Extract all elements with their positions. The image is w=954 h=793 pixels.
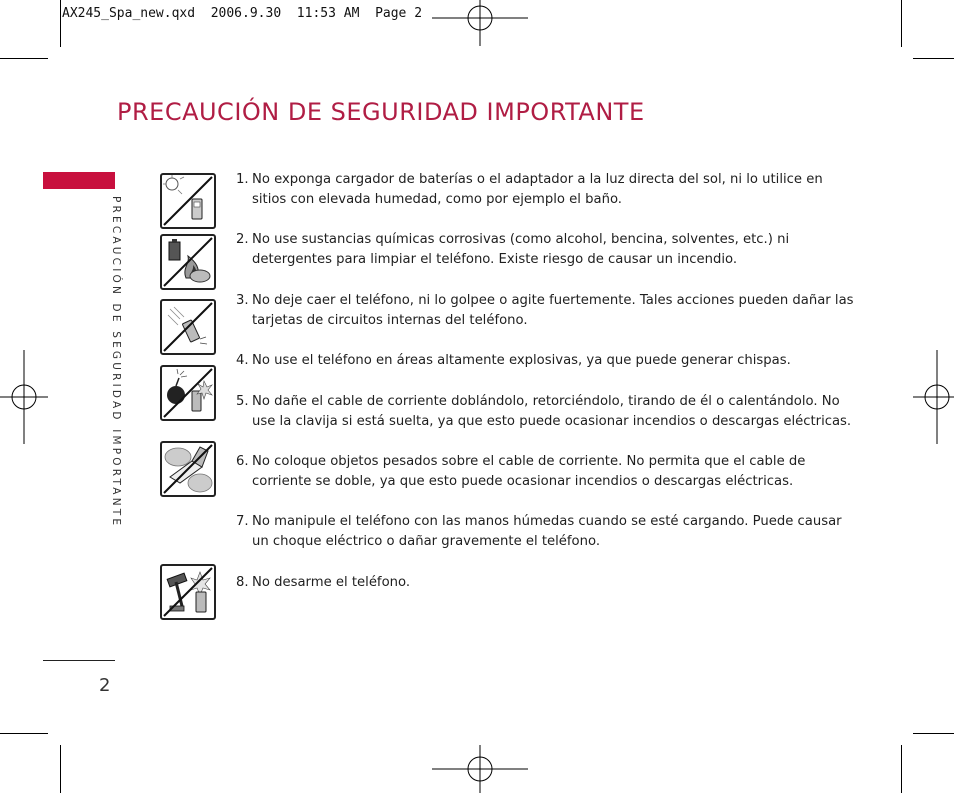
- list-item: [236, 351, 861, 371]
- item-number: 5.: [236, 394, 249, 409]
- item-text: No deje caer el teléfono, ni lo golpee o agite fuertemente. Tales acciones pueden dañar las tarjetas de circuitos internas del teléfono.: [252, 293, 854, 328]
- registration-mark-left: [0, 350, 48, 444]
- item-number: 4.: [236, 353, 249, 368]
- page-number: 2: [99, 675, 111, 696]
- item-number: 3.: [236, 293, 249, 308]
- list-item: [236, 452, 861, 492]
- chemicals-fire-prohibited-icon: [160, 234, 216, 290]
- item-number: 6.: [236, 454, 249, 469]
- item-number: 8.: [236, 575, 249, 590]
- explosive-area-prohibited-icon: [160, 365, 216, 421]
- registration-mark-top: [432, 0, 528, 46]
- list-item: [236, 573, 861, 593]
- disassemble-prohibited-icon: [160, 564, 216, 620]
- item-text: No manipule el teléfono con las manos húmedas cuando se esté cargando. Puede causar un choque eléctrico o dañar gravemente el teléfono.: [252, 514, 842, 549]
- heavy-object-cable-prohibited-icon: [160, 441, 216, 497]
- item-text: No desarme el teléfono.: [252, 575, 411, 590]
- list-item: [236, 392, 861, 432]
- item-number: 7.: [236, 514, 249, 529]
- side-section-label: PRECAUCIÓN DE SEGURIDAD IMPORTANTE: [110, 196, 122, 529]
- item-number: 2.: [236, 232, 249, 247]
- item-text: No dañe el cable de corriente doblándolo, retorciéndolo, tirando de él o calentándolo. No use la clavija si está suelta, ya que esto puede ocasionar incendios o descargas eléctricas.: [252, 394, 852, 429]
- list-item: [236, 291, 861, 331]
- item-text: No exponga cargador de baterías o el adaptador a la luz directa del sol, ni lo utilice en sitios con elevada humedad, como por ejemplo el baño.: [252, 172, 823, 207]
- item-text: No use sustancias químicas corrosivas (como alcohol, bencina, solventes, etc.) ni detergentes para limpiar el teléfono. Existe riesgo de causar un incendio.: [252, 232, 790, 267]
- sunlight-phone-prohibited-icon: [160, 173, 216, 229]
- section-color-bar: [43, 172, 115, 189]
- list-item: [236, 512, 861, 552]
- page-title: PRECAUCIÓN DE SEGURIDAD IMPORTANTE: [117, 98, 645, 126]
- item-number: 1.: [236, 172, 249, 187]
- dropping-phone-prohibited-icon: [160, 299, 216, 355]
- item-text: No use el teléfono en áreas altamente explosivas, ya que puede generar chispas.: [252, 353, 791, 368]
- footer-divider: [43, 660, 115, 661]
- list-item: [236, 170, 861, 210]
- printer-slug: AX245_Spa_new.qxd 2006.9.30 11:53 AM Page 2: [62, 6, 423, 21]
- registration-mark-bottom: [432, 745, 528, 793]
- list-item: [236, 230, 861, 270]
- registration-mark-right: [913, 350, 954, 444]
- item-text: No coloque objetos pesados sobre el cable de corriente. No permita que el cable de corriente se doble, ya que esto puede ocasionar incendios o descargas eléctricas.: [252, 454, 806, 489]
